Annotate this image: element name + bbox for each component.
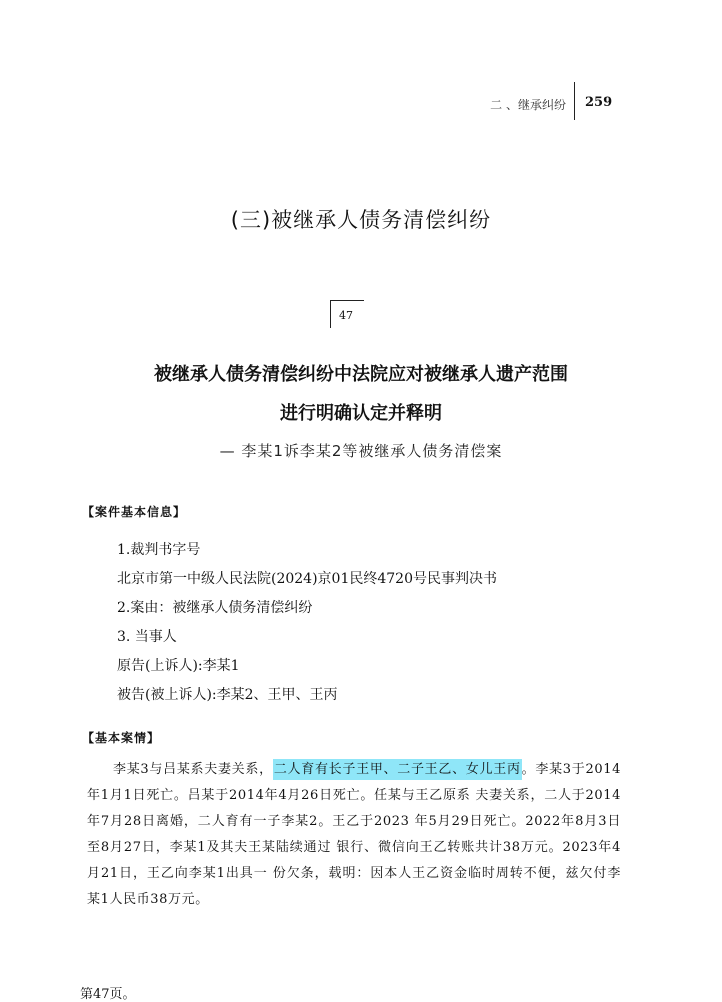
info-line: 3. 当事人	[117, 629, 177, 645]
section-title: (三)被继承人债务清偿纠纷	[230, 208, 492, 232]
info-line: 北京市第一中级人民法院(2024)京01民终4720号民事判决书	[117, 571, 497, 587]
page-number: 259	[585, 95, 613, 110]
case-title-line1: 被继承人债务清偿纠纷中法院应对被继承人遗产范围	[154, 364, 568, 385]
case-title-line2: 进行明确认定并释明	[280, 403, 442, 424]
facts-paragraph	[87, 757, 621, 913]
info-line: 被告(被上诉人):李某2、王甲、王丙	[117, 687, 338, 703]
facts-heading: 【基本案情】	[82, 731, 161, 745]
case-number: 47	[339, 309, 353, 322]
header-divider	[574, 82, 575, 120]
page-footer: 第47页。	[80, 987, 136, 1002]
basic-info-list	[117, 536, 637, 710]
facts-text-rest: 。李某3于2014年1月1日死亡。吕某于2014年4月26日死亡。任某与王乙原系 夫妻关系，二人于2014年7月28日离婚，二人育有一子李某2。王乙于2023 年5月29日死亡。2022年8月3日至8月27日，李某1及其夫王某陆续通过 银行、微信向王乙转账共计38万元。2023年4月21日，王乙向李某1出具一 份欠条，载明：因本人王乙资金临时周转不便，兹欠付李某1人民币38万元。	[87, 762, 621, 907]
facts-text-start: 李某3与吕某系夫妻关系，	[113, 762, 273, 777]
highlighted-text: 二人育有长子王甲、二子王乙、女儿王丙	[273, 759, 522, 780]
info-line: 2.案由：被继承人债务清偿纠纷	[117, 600, 313, 616]
case-number-box	[330, 300, 364, 328]
info-line: 原告(上诉人):李某1	[117, 658, 240, 674]
running-header	[0, 92, 722, 120]
info-line: 1.裁判书字号	[117, 542, 201, 558]
running-header-section: 二 、继承纠纷	[490, 98, 566, 112]
case-subtitle: — 李某1诉李某2等被继承人债务清偿案	[219, 442, 503, 460]
basic-info-heading: 【案件基本信息】	[82, 505, 187, 519]
